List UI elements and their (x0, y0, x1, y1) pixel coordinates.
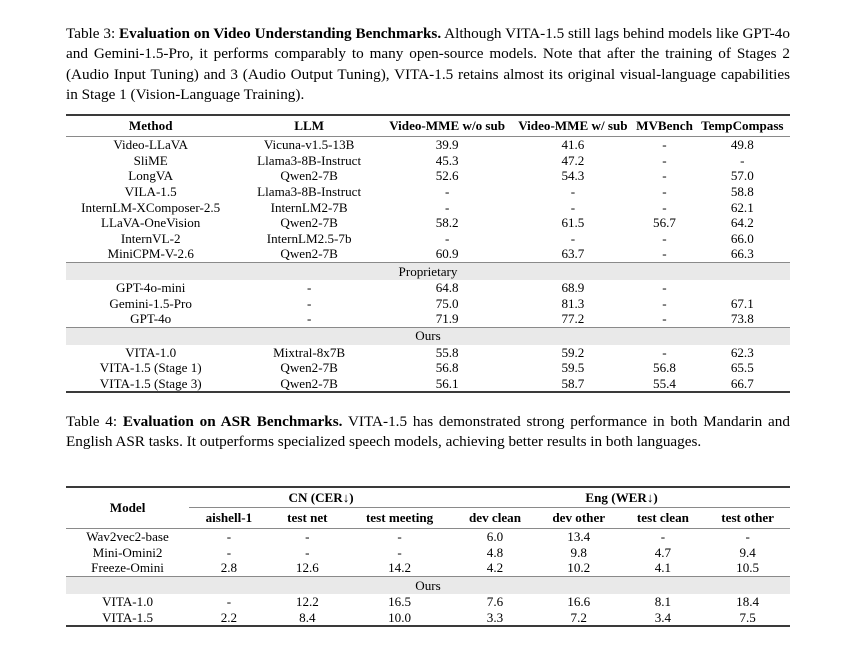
cell-model: Freeze-Omini (91, 560, 164, 576)
cell-mvbench: 56.7 (653, 215, 676, 231)
cell-llm: Qwen2-7B (280, 215, 338, 231)
table3 (66, 114, 790, 393)
cell-tempcompass: - (740, 152, 745, 168)
cell-mvbench: 55.4 (634, 376, 694, 393)
table-row (66, 529, 790, 545)
cell-devother: 16.6 (567, 594, 591, 610)
cell-tempcompass (695, 280, 790, 296)
cell-videomme-wsub: 59.2 (561, 344, 585, 360)
cell-method: GPT-4o-mini (116, 280, 186, 295)
cell-videomme-wosub: 64.8 (435, 280, 459, 295)
cell-devother: 10.2 (567, 560, 591, 576)
cell-testclean: 4.1 (654, 560, 672, 576)
cell-method: VITA-1.5 (Stage 3) (66, 376, 235, 393)
cell-llm: Llama3-8B-Instruct (257, 184, 362, 200)
cell-model: VITA-1.0 (102, 594, 154, 610)
table3-header-row (66, 115, 790, 137)
table-row (66, 168, 790, 184)
cell-tempcompass: 62.1 (730, 199, 754, 215)
cell-mvbench: - (662, 168, 667, 184)
table4-col-testother: test other (721, 510, 774, 526)
cell-model: Wav2vec2-base (66, 529, 189, 545)
table3-col-tempcompass: TempCompass (695, 115, 790, 137)
cell-videomme-wosub: 71.9 (435, 311, 459, 327)
cell-videomme-wosub: 58.2 (435, 215, 459, 231)
cell-llm: - (306, 311, 312, 327)
cell-tempcompass: 62.3 (730, 344, 754, 360)
cell-testclean: 3.4 (621, 609, 706, 626)
cell-testnet: - (305, 544, 310, 560)
cell-devother: 7.2 (537, 609, 621, 626)
table-row (66, 246, 790, 262)
cell-videomme-wsub: 59.5 (561, 360, 585, 376)
table-row (66, 231, 790, 247)
cell-method: VITA-1.5 (Stage 1) (99, 360, 202, 376)
table-row (66, 280, 790, 296)
cell-model: Mini-Omini2 (92, 544, 163, 560)
table4-caption-body: VITA-1.5 has demonstrated strong performance in both Mandarin and English ASR tasks. It outperforms specialized speech models, achieving better results in both languages. (66, 413, 790, 451)
table-row (66, 199, 790, 215)
cell-mvbench: - (662, 280, 667, 295)
cell-testmeeting: 16.5 (388, 594, 412, 610)
cell-llm: Qwen2-7B (280, 168, 338, 184)
table4-col-testclean: test clean (636, 510, 689, 526)
cell-videomme-wsub: 63.7 (561, 246, 585, 262)
cell-llm: Llama3-8B-Instruct (257, 152, 362, 168)
table-row (66, 376, 790, 393)
cell-method: VILA-1.5 (124, 184, 177, 200)
cell-videomme-wsub: 81.3 (561, 295, 585, 311)
cell-videomme-wosub: 75.0 (435, 295, 459, 311)
cell-aishell1: 2.8 (220, 560, 238, 576)
table4-caption (66, 412, 790, 453)
cell-testother: 9.4 (739, 544, 756, 560)
cell-mvbench: - (662, 152, 667, 168)
table3-caption (66, 24, 790, 105)
cell-videomme-wosub: - (444, 184, 450, 200)
cell-videomme-wosub: - (444, 230, 450, 246)
cell-tempcompass: 67.1 (730, 295, 754, 311)
table3-container (66, 114, 790, 393)
cell-devclean: 4.8 (486, 544, 504, 560)
cell-llm: - (306, 295, 312, 311)
cell-method: VITA-1.0 (125, 344, 177, 360)
cell-videomme-wsub: 47.2 (561, 152, 585, 168)
cell-method: Gemini-1.5-Pro (109, 295, 192, 311)
cell-videomme-wosub: 52.6 (435, 168, 459, 184)
cell-mvbench: - (662, 184, 667, 200)
cell-model: VITA-1.5 (66, 609, 189, 626)
table-row (66, 153, 790, 169)
cell-llm: - (306, 280, 312, 295)
cell-llm: InternLM2.5-7b (266, 230, 352, 246)
table3-section-proprietary (66, 262, 790, 280)
cell-aishell1: - (226, 594, 232, 610)
cell-llm: Qwen2-7B (235, 376, 383, 393)
cell-testclean: 8.1 (654, 594, 672, 610)
cell-aishell1: 2.2 (189, 609, 269, 626)
table4-container (66, 486, 790, 627)
cell-videomme-wsub: - (570, 199, 576, 215)
cell-llm: Mixtral-8x7B (273, 344, 346, 360)
cell-tempcompass: 66.0 (730, 230, 754, 246)
cell-videomme-wosub: - (444, 199, 450, 215)
cell-method: LongVA (128, 168, 174, 184)
cell-testclean: 4.7 (654, 544, 672, 560)
cell-method: InternLM-XComposer-2.5 (81, 199, 221, 215)
cell-testother: - (705, 529, 790, 545)
cell-videomme-wsub: 61.5 (561, 215, 585, 231)
cell-method: GPT-4o (130, 311, 172, 327)
cell-devother: 9.8 (570, 544, 587, 560)
cell-tempcompass: 49.8 (695, 137, 790, 153)
cell-devclean: 3.3 (453, 609, 537, 626)
table-row (66, 184, 790, 200)
cell-mvbench: - (662, 344, 667, 360)
section-label: Proprietary (66, 262, 790, 280)
table3-col-llm: LLM (235, 115, 383, 137)
cell-videomme-wosub: 55.8 (435, 344, 459, 360)
cell-tempcompass: 64.2 (730, 215, 754, 231)
cell-videomme-wosub: 56.1 (383, 376, 512, 393)
cell-tempcompass: 73.8 (730, 311, 754, 327)
table4-caption-title: Evaluation on ASR Benchmarks. (122, 413, 343, 430)
cell-tempcompass: 66.7 (695, 376, 790, 393)
cell-mvbench: - (662, 246, 667, 262)
cell-method: SliME (133, 152, 168, 168)
cell-testnet: - (269, 529, 346, 545)
cell-method: Video-LLaVA (66, 137, 235, 153)
table-row (66, 137, 790, 153)
cell-videomme-wsub: 41.6 (511, 137, 634, 153)
table-row (66, 311, 790, 327)
cell-testmeeting: 10.0 (346, 609, 453, 626)
cell-videomme-wsub: - (570, 230, 576, 246)
cell-llm: Vicuna-v1.5-13B (235, 137, 383, 153)
table4-group-eng: Eng (WER↓) (453, 487, 790, 508)
cell-videomme-wosub: 56.8 (435, 360, 459, 376)
table3-col-method: Method (66, 115, 235, 137)
table3-caption-body: Although VITA-1.5 still lags behind models like GPT-4o and Gemini-1.5-Pro, it performs comparably to many open-source models. Note that after the training of Stages 2 (Audio Input Tuning) and 3 (Audio Output Tuning), VITA-1.5 retains almost its original visual-language capabilities in Stage 1 (Vision-Language Training). (66, 25, 790, 103)
cell-videomme-wosub: 39.9 (383, 137, 512, 153)
cell-mvbench: - (662, 311, 667, 327)
table4-col-testmeeting: test meeting (365, 510, 434, 526)
cell-mvbench: - (662, 199, 667, 215)
table-row (66, 560, 790, 576)
table3-col-mvbench: MVBench (634, 115, 694, 137)
cell-videomme-wosub: 45.3 (435, 152, 459, 168)
table4-col-devother: dev other (552, 510, 606, 526)
cell-aishell1: - (226, 544, 232, 560)
table-row (66, 215, 790, 231)
cell-devclean: 6.0 (453, 529, 537, 545)
cell-devother: 13.4 (537, 529, 621, 545)
section-label: Ours (66, 327, 790, 345)
cell-tempcompass: 58.8 (730, 184, 754, 200)
table3-section-ours (66, 327, 790, 345)
table-row (66, 594, 790, 610)
cell-testnet: 12.2 (295, 594, 319, 610)
table4-group-header-row (66, 487, 790, 508)
cell-videomme-wosub: 60.9 (435, 246, 459, 262)
cell-testnet: 12.6 (295, 560, 319, 576)
cell-mvbench: - (662, 230, 667, 246)
table-row (66, 345, 790, 361)
cell-tempcompass: 57.0 (730, 168, 754, 184)
cell-tempcompass: 66.3 (730, 246, 754, 262)
cell-method: LLaVA-OneVision (101, 215, 201, 231)
table-row (66, 360, 790, 376)
table4 (66, 486, 790, 627)
cell-videomme-wsub: 77.2 (561, 311, 585, 327)
cell-devclean: 4.2 (486, 560, 504, 576)
cell-method: InternVL-2 (120, 230, 181, 246)
table4-col-aishell1: aishell-1 (205, 510, 253, 526)
cell-devclean: 7.6 (486, 594, 504, 610)
table3-caption-title: Evaluation on Video Understanding Benchmarks. (119, 25, 442, 42)
table-row (66, 609, 790, 626)
table4-col-testnet: test net (287, 510, 328, 526)
table3-caption-label: Table 3: (66, 25, 116, 42)
table4-section-ours (66, 576, 790, 594)
cell-videomme-wsub: - (570, 184, 576, 200)
cell-videomme-wsub: 68.9 (561, 280, 585, 295)
table3-col-videomme-wosub: Video-MME w/o sub (383, 115, 512, 137)
table4-col-model: Model (66, 487, 189, 529)
cell-aishell1: - (189, 529, 269, 545)
cell-tempcompass: 65.5 (730, 360, 754, 376)
cell-llm: InternLM2-7B (270, 199, 348, 215)
cell-mvbench: 56.8 (653, 360, 676, 376)
cell-testmeeting: - (346, 529, 453, 545)
cell-testother: 10.5 (736, 560, 760, 576)
cell-videomme-wsub: 58.7 (511, 376, 634, 393)
cell-llm: Qwen2-7B (280, 246, 338, 262)
table4-group-cn: CN (CER↓) (189, 487, 453, 508)
cell-videomme-wsub: 54.3 (561, 168, 585, 184)
table-row (66, 295, 790, 311)
table4-col-devclean: dev clean (468, 510, 521, 526)
table4-caption-label: Table 4: (66, 413, 118, 430)
cell-llm: Qwen2-7B (280, 360, 338, 376)
table3-col-videomme-wsub: Video-MME w/ sub (511, 115, 634, 137)
cell-testmeeting: 14.2 (388, 560, 412, 576)
cell-testmeeting: - (397, 544, 402, 560)
cell-testother: 18.4 (736, 594, 760, 610)
cell-mvbench: - (634, 137, 694, 153)
cell-mvbench: - (662, 295, 667, 311)
cell-method: MiniCPM-V-2.6 (107, 246, 194, 262)
cell-testclean: - (621, 529, 706, 545)
cell-testnet: 8.4 (269, 609, 346, 626)
table-row (66, 545, 790, 561)
cell-testother: 7.5 (705, 609, 790, 626)
section-label: Ours (66, 576, 790, 594)
